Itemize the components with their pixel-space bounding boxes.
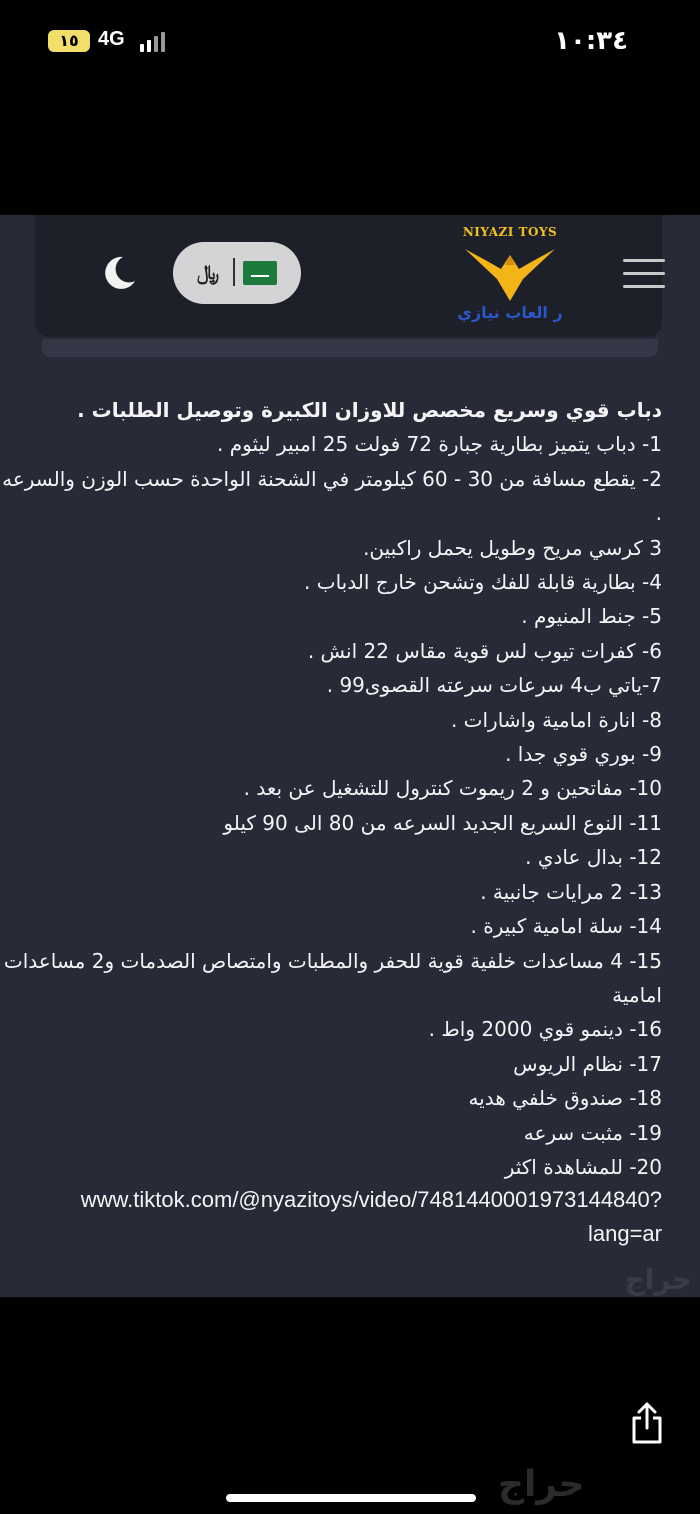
list-item: 6- كفرات تيوب لس قوية مقاس 22 انش . bbox=[307, 638, 662, 663]
eagle-icon bbox=[457, 241, 563, 303]
list-item: 18- صندوق خلفي هديه bbox=[468, 1086, 662, 1111]
link-line-2: lang=ar bbox=[587, 1221, 662, 1246]
navbar-shadow bbox=[42, 339, 658, 357]
logo-brand-text: NIYAZI TOYS bbox=[462, 225, 558, 239]
list-item: 3 كرسي مريح وطويل يحمل راكبين. bbox=[363, 535, 662, 560]
saudi-flag-icon bbox=[243, 261, 277, 285]
list-item: 17- نظام الريوس bbox=[513, 1051, 662, 1076]
logo-arabic-text: ر العاب نيازي bbox=[457, 303, 563, 322]
list-item: 13- 2 مرايات جانبية . bbox=[480, 879, 662, 904]
list-item: 12- بدال عادي . bbox=[525, 845, 662, 870]
language-currency-toggle[interactable] bbox=[173, 242, 301, 304]
haraj-watermark-bottom: حراج bbox=[498, 1464, 585, 1505]
page-screenshot bbox=[0, 215, 700, 1297]
network-type: 4G bbox=[98, 28, 125, 50]
product-description bbox=[0, 393, 662, 1184]
haraj-watermark: حراج bbox=[624, 1263, 692, 1296]
signal-icon bbox=[140, 30, 172, 52]
list-item: 4- بطارية قابلة للفك وتشحن خارج الدباب . bbox=[304, 570, 662, 595]
home-indicator[interactable] bbox=[226, 1494, 476, 1502]
share-icon[interactable] bbox=[630, 1402, 664, 1444]
list-item: 2- يقطع مسافة من 30 - 60 كيلومتر في الشحنة الواحدة حسب الوزن والسرعه . bbox=[2, 466, 662, 526]
list-item: 8- انارة امامية واشارات . bbox=[450, 707, 662, 732]
list-item: 10- مفاتحين و 2 ريموت كنترول للتشغيل عن بعد . bbox=[243, 776, 662, 801]
site-logo[interactable] bbox=[445, 225, 575, 335]
currency-icon: ﷼ bbox=[197, 260, 220, 284]
list-item: 15- 4 مساعدات خلفية قوية للحفر والمطبات وامتصاص الصدمات و2 مساعدات امامية bbox=[3, 948, 662, 1007]
description-title: دباب قوي وسريع مخصص للاوزان الكبيرة وتوصيل الطلبات . bbox=[77, 398, 662, 422]
site-navbar bbox=[35, 215, 662, 337]
list-item: 19- مثبت سرعه bbox=[523, 1120, 662, 1145]
status-bar bbox=[0, 0, 700, 80]
battery-indicator: ١٥ bbox=[48, 30, 90, 52]
status-time: ١٠:٣٤ bbox=[554, 26, 628, 56]
tiktok-link[interactable] bbox=[0, 1183, 662, 1251]
list-item: 1- دباب يتميز بطارية جبارة 72 فولت 25 امبير ليثوم . bbox=[217, 432, 662, 457]
list-item: 11- النوع السريع الجديد السرعه من 80 الى 90 كيلو bbox=[223, 810, 662, 835]
link-line-1: www.tiktok.com/@nyazitoys/video/7481440001973144840? bbox=[80, 1187, 662, 1212]
list-item: 9- بوري قوي جدا . bbox=[505, 742, 662, 767]
list-item: 14- سلة امامية كبيرة . bbox=[470, 914, 662, 939]
list-item: 16- دينمو قوي 2000 واط . bbox=[428, 1017, 662, 1042]
separator bbox=[233, 258, 235, 286]
moon-icon[interactable] bbox=[99, 253, 139, 293]
hamburger-menu-icon[interactable] bbox=[623, 259, 665, 289]
list-item: 7-ياتي ب4 سرعات سرعته القصوى99 . bbox=[326, 673, 662, 698]
list-item: 5- جنط المنيوم . bbox=[521, 604, 662, 629]
list-item: 20- للمشاهدة اكثر bbox=[504, 1154, 662, 1179]
